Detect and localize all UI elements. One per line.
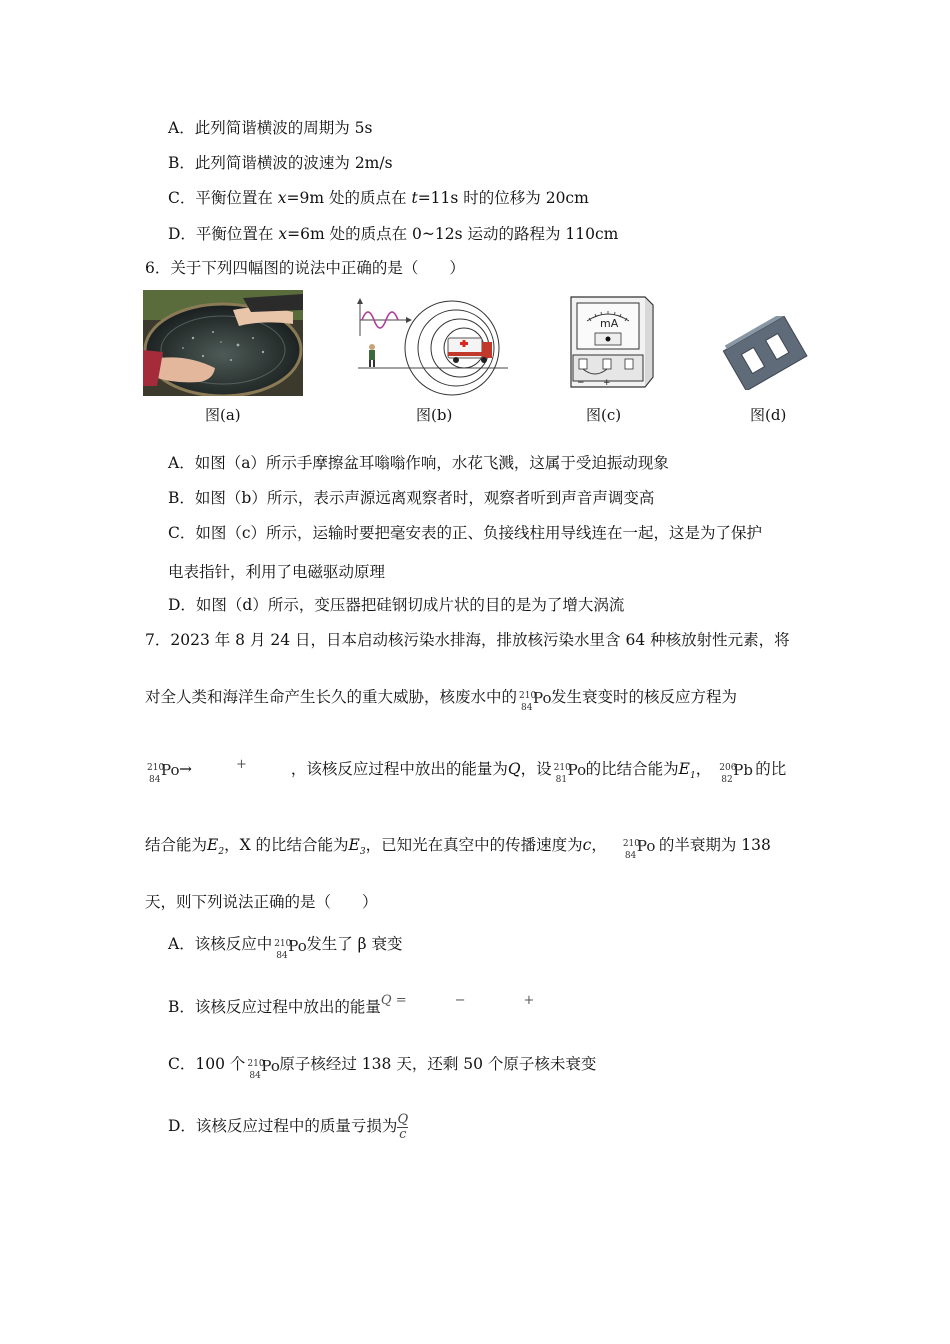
- element-symbol: Po: [567, 761, 587, 779]
- energy-q: Q: [507, 760, 521, 778]
- meter-plus: +: [603, 378, 611, 388]
- element-symbol: Po: [161, 761, 180, 779]
- e2: E: [207, 836, 219, 854]
- q7-stem-line4: [145, 832, 771, 865]
- q7-stem-line1: 7．2023 年 8 月 24 日，日本启动核污染水排海，排放核污染水里含 64 种核放射性元素，将: [145, 631, 790, 649]
- atomic-number: 84: [149, 775, 161, 785]
- nuclide-po210: [517, 685, 551, 711]
- q5-d-text: D．平衡位置在: [168, 225, 279, 243]
- e3-sub: 3: [359, 847, 366, 858]
- q7-option-d: [168, 1108, 408, 1144]
- e1: E: [678, 760, 690, 778]
- atomic-number: 84: [249, 1071, 261, 1081]
- q7-line4-d: ，: [591, 836, 607, 854]
- q5-option-b: B．此列简谐横波的波速为 2m/s: [168, 154, 393, 172]
- q7-c-text: C．100 个: [168, 1055, 246, 1073]
- element-symbol: Po: [261, 1057, 280, 1075]
- element-symbol: Po: [636, 837, 656, 855]
- nuclide-po210: [245, 1052, 280, 1081]
- q7-line2-text: 对全人类和海洋生命产生长久的重大威胁，核废水中的: [145, 688, 518, 706]
- q7-line3-c: 的比结合能为: [585, 760, 679, 778]
- atomic-number: 84: [276, 951, 288, 961]
- q5-c-text: C．平衡位置在: [168, 189, 278, 207]
- e1-sub: 1: [690, 771, 696, 782]
- nuclide-po210: [272, 932, 307, 961]
- mass-number: 210: [274, 939, 292, 949]
- e2-sub: 2: [218, 847, 225, 858]
- q6-option-a: A．如图（a）所示手摩擦盆耳嗡嗡作响，水花飞溅，这属于受迫振动现象: [168, 454, 669, 472]
- atomic-number: 81: [555, 775, 568, 785]
- q5-d-post: =6m 处的质点在 0~12s 运动的路程为 110cm: [287, 225, 619, 243]
- q7-d-text: D．该核反应过程中的质量亏损为: [168, 1117, 398, 1135]
- meter-label: mA: [600, 317, 619, 330]
- mass-defect-fraction: [397, 1113, 408, 1142]
- q7-line4-e: 的半衰期为 138: [658, 836, 771, 854]
- figure-c-caption: 图(c): [586, 406, 622, 424]
- reaction-plus: +: [236, 757, 247, 772]
- q5-c-post: =11s 时的位移为 20cm: [417, 189, 589, 207]
- figure-a-caption: 图(a): [205, 406, 241, 424]
- q5-c-x: x: [277, 189, 287, 207]
- nuclide-po210: [145, 757, 179, 783]
- q7-a-text: A．该核反应中: [168, 935, 273, 953]
- q6-option-b: B．如图（b）所示，表示声源远离观察者时，观察者听到声音声调变高: [168, 489, 655, 507]
- q6-option-c-line2: 电表指针，利用了电磁驱动原理: [168, 563, 386, 581]
- light-speed-c: c: [582, 836, 592, 854]
- element-symbol: Po: [533, 689, 552, 707]
- q6-option-c-line1: C．如图（c）所示，运输时要把毫安表的正、负接线柱用导线连在一起，这是为了保护: [168, 524, 763, 542]
- reaction-arrow: →: [179, 760, 192, 778]
- mass-number: 210: [147, 763, 165, 773]
- figure-b-doppler-diagram: [352, 296, 512, 396]
- mass-number: 210: [622, 839, 641, 849]
- q7-line3-b: ，设: [520, 760, 552, 778]
- q5-option-d: [168, 224, 618, 244]
- q7-line3-d: ，: [695, 760, 712, 778]
- q7-stem-line2: [145, 684, 737, 711]
- nuclide-po210-alt: [552, 757, 586, 783]
- q7-b-text: B．该核反应过程中放出的能量: [168, 998, 381, 1016]
- element-symbol: Pb: [733, 761, 753, 779]
- q5-option-a: A．此列简谐横波的周期为 5s: [168, 119, 373, 137]
- q7-stem-line3: [145, 756, 786, 789]
- element-symbol: Po: [288, 937, 307, 955]
- q5-option-c: [168, 188, 589, 208]
- atomic-number: 84: [624, 851, 637, 861]
- figure-b-caption: 图(b): [416, 406, 453, 424]
- fraction-denominator: c: [399, 1126, 407, 1142]
- figure-d-caption: 图(d): [750, 406, 787, 424]
- q7-line3-e: 的比: [755, 760, 787, 778]
- q7-line4-c: ，已知光在真空中的传播速度为: [365, 836, 583, 854]
- q7-c-post: 原子核经过 138 天，还剩 50 个原子核未衰变: [279, 1055, 597, 1073]
- figure-a-basin-photo: [143, 290, 303, 396]
- atomic-number: 82: [721, 775, 733, 785]
- fraction-numerator: Q: [397, 1111, 409, 1127]
- figure-d-steel-laminations: [722, 316, 810, 390]
- q7-b-eq: =: [391, 993, 407, 1008]
- q7-stem-line5: 天，则下列说法正确的是（ ）: [145, 893, 378, 911]
- meter-minus: −: [577, 378, 585, 388]
- q5-d-x: x: [278, 225, 288, 243]
- mass-number: 210: [247, 1059, 265, 1069]
- q6-stem: 6．关于下列四幅图的说法中正确的是（ ）: [145, 259, 465, 277]
- q5-c-t: t: [411, 189, 418, 207]
- mass-number: 206: [719, 763, 737, 773]
- q7-b-minus: −: [454, 993, 466, 1008]
- q7-line4-b: ，X 的比结合能为: [224, 836, 349, 854]
- q7-b-plus: +: [523, 993, 535, 1008]
- q7-line4-a: 结合能为: [145, 836, 208, 854]
- q7-option-c: [168, 1050, 597, 1081]
- mass-number: 210: [553, 763, 571, 773]
- nuclide-pb206: [717, 757, 751, 783]
- q7-line3-a: ，该核反应过程中放出的能量为: [290, 760, 508, 778]
- q7-option-a: [168, 930, 403, 961]
- nuclide-po210: [621, 833, 655, 859]
- mass-number: 210: [519, 691, 537, 701]
- q5-c-mid: =9m 处的质点在: [286, 189, 412, 207]
- q6-option-d: D．如图（d）所示，变压器把硅钢切成片状的目的是为了增大涡流: [168, 596, 625, 614]
- atomic-number: 84: [521, 703, 533, 713]
- q7-line2-post: 发生衰变时的核反应方程为: [551, 688, 738, 706]
- q7-option-b: [168, 994, 534, 1022]
- q7-b-q: Q: [380, 993, 392, 1008]
- q7-a-post: 发生了 β 衰变: [306, 935, 403, 953]
- e3: E: [348, 836, 360, 854]
- figure-c-milliammeter: [565, 293, 657, 395]
